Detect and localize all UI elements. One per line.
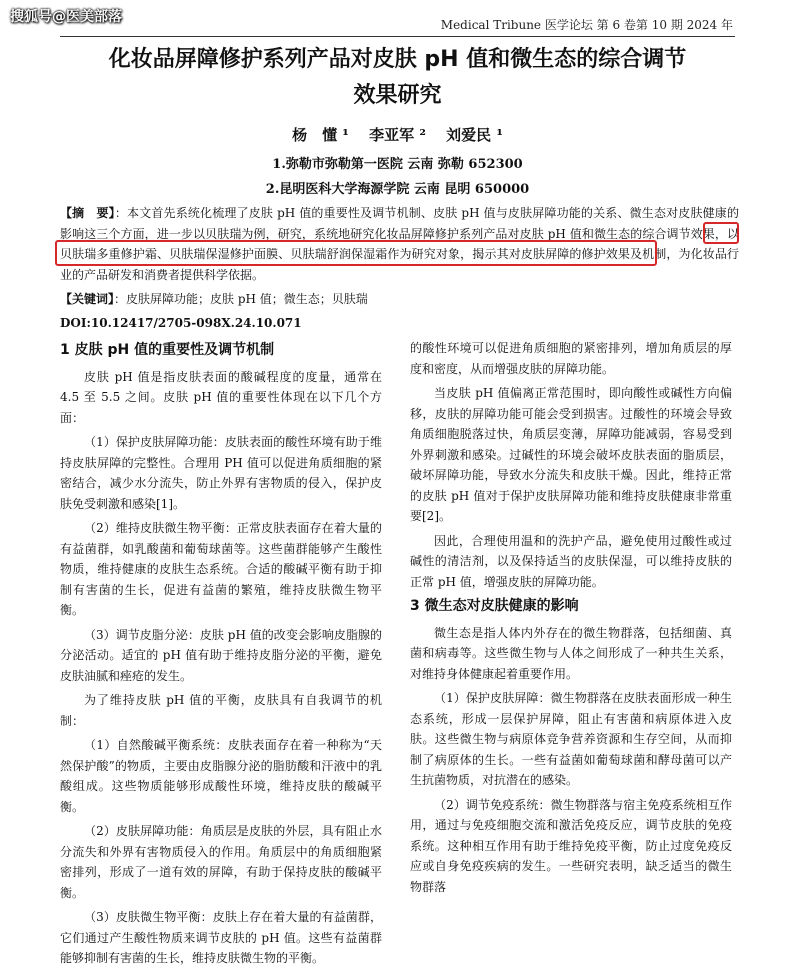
right-paragraph-1: 的酸性环境可以促进角质细胞的紧密排列，增加角质层的厚度和密度，从而增强皮肤的屏障功能。 xyxy=(410,341,732,376)
paper-title xyxy=(60,42,735,114)
left-paragraph-2: （1）保护皮肤屏障功能：皮肤表面的酸性环境有助于维持皮肤屏障的完整性。合理用 PH 值可以促进角质细胞的紧密结合，减少水分流失，防止外界有害物质的侵入，保护皮肤免受刺激和感染[1]。 xyxy=(60,435,382,511)
left-paragraph-5: 为了维持皮肤 pH 值的平衡，皮肤具有自我调节的机制： xyxy=(60,693,382,728)
right-column xyxy=(410,338,732,901)
title-line-2: 效果研究 xyxy=(353,83,442,108)
header-divider xyxy=(60,36,735,37)
abstract-text-highlighted: 以贝肤瑞多重修护霜、贝肤瑞保湿修护面膜、贝肤瑞舒润保湿霜作为研究对象，揭示其对皮肤屏障的修护效果及机制， xyxy=(60,226,739,261)
abstract-text-1: ：本文首先系统化梳理了皮肤 pH 值的重要性及调节机制、皮肤 pH 值与皮肤屏障功能的关系、微生态对皮肤健康的影响这三个方面，进一步以贝肤瑞为例，研究，系统地研究化妆品屏障修护系列产品对皮肤 pH 值和微生态的综合调节效果， xyxy=(60,206,739,241)
right-paragraph-6: （2）调节免疫系统：微生物群落与宿主免疫系统相互作用，通过与免疫细胞交流和激活免疫反应，调节皮肤的免疫系统。这种相互作用有助于维持免疫平衡，防止过度免疫反应或自身免疫疾病的发生。一些研究表明，缺乏适当的微生物群落 xyxy=(410,797,732,894)
journal-header: Medical Tribune 医学论坛 第 6 卷第 10 期 2024 年 xyxy=(440,18,733,32)
left-paragraph-6: （1）自然酸碱平衡系统：皮肤表面存在着一种称为“天然保护酸”的物质，主要由皮脂腺分泌的脂肪酸和汗液中的乳酸组成。这些物质能够形成酸性环境，维持皮肤的酸碱平衡。 xyxy=(60,738,382,814)
right-paragraph-4: 微生态是指人体内外存在的微生物群落，包括细菌、真菌和病毒等。这些微生物与人体之间形成了一种共生关系，对维持身体健康起着重要作用。 xyxy=(410,625,732,681)
left-paragraph-7: （2）皮肤屏障功能：角质层是皮肤的外层，具有阻止水分流失和外界有害物质侵入的作用。角质层中的角质细胞紧密排列，形成了一道有效的屏障，有助于保持皮肤的酸碱平衡。 xyxy=(60,824,382,900)
section-1-title: 1 皮肤 pH 值的重要性及调节机制 xyxy=(60,342,275,358)
right-paragraph-2: 当皮肤 pH 值偏离正常范围时，即向酸性或碱性方向偏移，皮肤的屏障功能可能会受到损害。过酸性的环境会导致角质细胞脱落过快，角质层变薄，屏障功能减弱，容易受到外界刺激和感染。过碱性的环境会破坏皮肤表面的脂质层，破坏屏障功能，导致水分流失和皮肤干燥。因此，维持正常的皮肤 pH 值对于保护皮肤屏障功能和维持皮肤健康非常重要[2]。 xyxy=(410,386,732,523)
abstract-label: 【摘 要】 xyxy=(60,206,115,220)
left-paragraph-4: （3）调节皮脂分泌：皮肤 pH 值的改变会影响皮脂腺的分泌活动。适宜的 pH 值有助于维持皮脂分泌的平衡，避免皮肤油腻和痤疮的发生。 xyxy=(60,627,382,683)
affiliation-2: 2.昆明医科大学海源学院 云南 昆明 650000 xyxy=(265,182,530,197)
right-paragraph-5: （1）保护皮肤屏障：微生物群落在皮肤表面形成一种生态系统，形成一层保护屏障，阻止有害菌和病原体进入皮肤。这些微生物与病原体竞争营养资源和生存空间，从而抑制了病原体的生长。一些有益菌如葡萄球菌和酵母菌可以产生抗菌物质，对抗潜在的感染。 xyxy=(410,691,732,787)
watermark: 搜狐号@医美部落 xyxy=(10,9,122,25)
right-paragraph-3: 因此，合理使用温和的洗护产品，避免使用过酸性或过碱性的清洁剂，以及保持适当的皮肤保湿，可以维持皮肤的正常 pH 值，增强皮肤的屏障功能。 xyxy=(410,533,732,589)
abstract-text-3: 为化妆品行业的产品研发和消费者提供科学依据。 xyxy=(60,247,739,282)
affiliation-1: 1.弥勒市弥勒第一医院 云南 弥勒 652300 xyxy=(272,157,523,172)
keywords-label: 【关键词】 xyxy=(60,292,115,306)
left-paragraph-3: （2）维持皮肤微生物平衡：正常皮肤表面存在着大量的有益菌群，如乳酸菌和葡萄球菌等。这些菌群能够产生酸性物质，维持健康的皮肤生态系统。合适的酸碱平衡有助于抑制有害菌的生长，促进有益菌的繁殖，维持皮肤微生物平衡。 xyxy=(60,521,382,617)
title-line-1: 化妆品屏障修护系列产品对皮肤 pH 值和微生态的综合调节 xyxy=(108,47,687,72)
authors: 杨 懂 ¹ 李亚军 ² 刘爱民 ¹ xyxy=(292,126,503,144)
left-paragraph-8: （3）皮肤微生物平衡：皮肤上存在着大量的有益菌群，它们通过产生酸性物质来调节皮肤的 pH 值。这些有益菌群能够抑制有害菌的生长，维持皮肤微生物的平衡。 xyxy=(60,910,382,965)
section-3-title: 3 微生态对皮肤健康的影响 xyxy=(410,598,579,614)
left-paragraph-1: 皮肤 pH 值是指皮肤表面的酸碱程度的度量，通常在 4.5 至 5.5 之间。皮肤 pH 值的重要性体现在以下几个方面： xyxy=(60,369,382,425)
doi: DOI:10.12417/2705-098X.24.10.071 xyxy=(60,316,302,330)
abstract xyxy=(60,203,739,285)
left-column xyxy=(60,338,382,973)
keywords-text: ：皮肤屏障功能；皮肤 pH 值；微生态；贝肤瑞 xyxy=(114,292,368,306)
keywords xyxy=(60,290,739,307)
